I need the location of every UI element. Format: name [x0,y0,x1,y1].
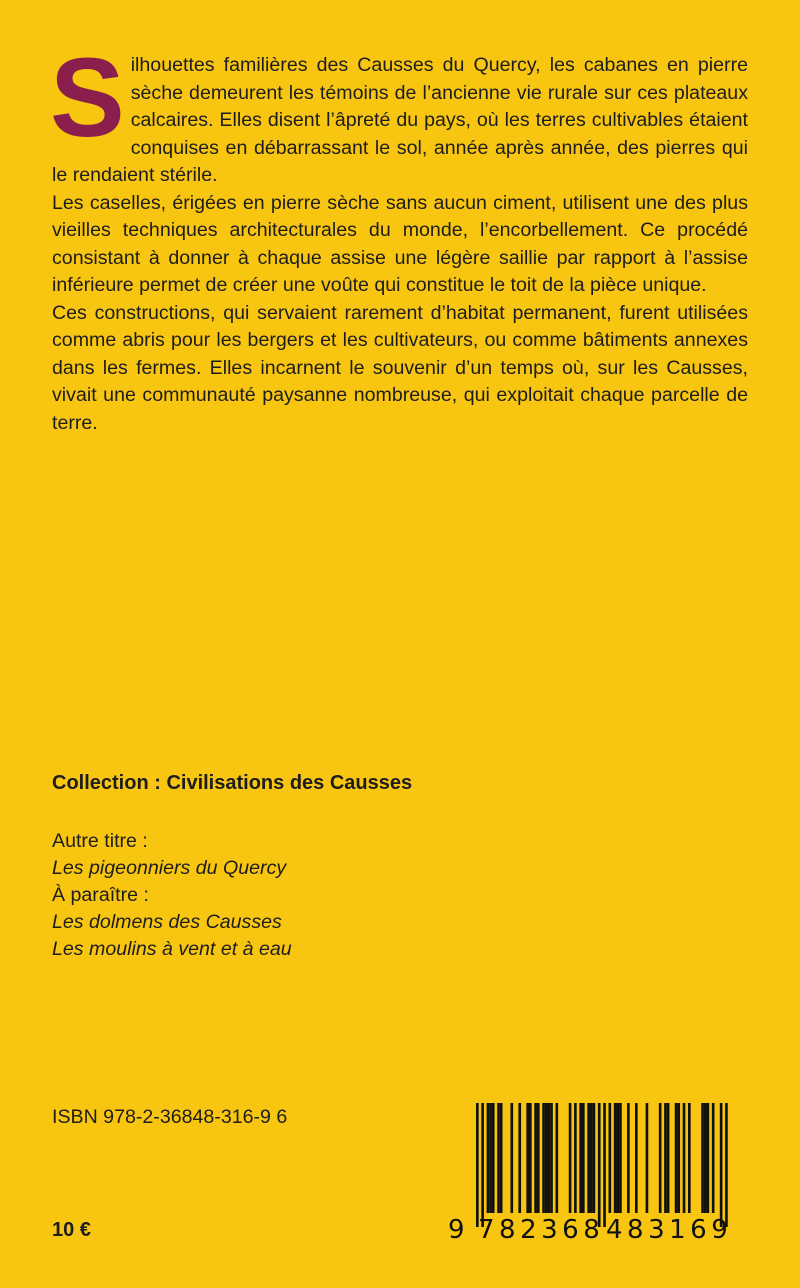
barcode-bar [587,1103,590,1213]
barcode-bar [675,1103,678,1213]
barcode-guard-bar [481,1103,484,1227]
upcoming-title-1: Les dolmens des Causses [52,911,282,933]
other-title-label: Autre titre : [52,830,148,852]
barcode-bar [579,1103,582,1213]
upcoming-title-2: Les moulins à vent et à eau [52,938,292,960]
barcode-bar [614,1103,617,1213]
barcode-left-digits: 782368 [478,1215,605,1245]
paragraph-1 [50,35,748,190]
paragraph-1-text: ilhouettes familières des Causses du Quercy, les cabanes en pierre sèche demeurent les témoins de l’ancienne vie rurale sur ces plateaux calcaires. Elles disent l’âpreté du pays, où les terres cultivables étaient conquises en débarrassant le sol, année après année, des pierres qui le rendaient stérile. [52,54,748,186]
barcode-bar [619,1103,622,1213]
description-text [50,35,748,437]
barcode-guard-bar [725,1103,728,1227]
barcode-bar [534,1103,537,1213]
barcode-bar [664,1103,667,1213]
barcode [448,1103,748,1243]
barcode-bar [635,1103,638,1213]
price: 10 € [52,1219,91,1241]
barcode-guard-bar [603,1103,606,1227]
barcode-bar [510,1103,513,1213]
barcode-first-digit: 9 [448,1215,470,1245]
other-title: Les pigeonniers du Quercy [52,857,287,879]
barcode-right-digits: 483169 [606,1215,733,1245]
barcode-bar [556,1103,559,1213]
barcode-bar [497,1103,500,1213]
barcode-bar [616,1103,619,1213]
barcode-bar [667,1103,670,1213]
barcode-bar [683,1103,686,1213]
barcode-bar [704,1103,707,1213]
barcode-bar [590,1103,593,1213]
barcode-bar [492,1103,495,1213]
barcode-bar [548,1103,551,1213]
related-titles [52,828,292,963]
upcoming-label: À paraître : [52,884,149,906]
barcode-bar [569,1103,572,1213]
barcode-bar [542,1103,545,1213]
paragraph-3: Ces constructions, qui servaient rarement d’habitat permanent, furent utilisées comme abris pour les bergers et les cultivateurs, ou comme bâtiments annexes dans les fermes. Elles incarnent le souvenir d’un temps où, sur les Causses, vivait une communauté paysanne nombreuse, qui exploitait chaque parcelle de terre. [52,301,748,434]
barcode-guard-bar [598,1103,601,1227]
barcode-bar [646,1103,649,1213]
barcode-bar [487,1103,490,1213]
barcode-bar [707,1103,710,1213]
paragraph-2: Les caselles, érigées en pierre sèche sans aucun ciment, utilisent une des plus vieilles techniques architecturales du monde, l’encorbellement. Ce procédé consistant à donner à chaque assise une légère saillie par rapport à l’assise inférieure permet de créer une voûte qui constitue le toit de la pièce unique. [52,191,748,296]
barcode-bar [712,1103,715,1213]
barcode-bar [529,1103,532,1213]
barcode-bar [593,1103,596,1213]
barcode-bar [550,1103,553,1213]
drop-cap-letter: S [50,35,125,160]
barcode-bar [677,1103,680,1213]
collection-title: Collection : Civilisations des Causses [52,772,413,794]
barcode-bar [609,1103,612,1213]
barcode-guard-bar [476,1103,479,1227]
barcode-bar [701,1103,704,1213]
barcode-bar [582,1103,585,1213]
isbn-number: ISBN 978-2-36848-316-9 6 [52,1106,288,1128]
barcode-bar [659,1103,662,1213]
barcode-bar [489,1103,492,1213]
barcode-bar [500,1103,503,1213]
barcode-bar [545,1103,548,1213]
barcode-bar [627,1103,630,1213]
barcode-bar [688,1103,691,1213]
barcode-bar [526,1103,529,1213]
barcode-guard-bar [720,1103,723,1227]
barcode-bar [537,1103,540,1213]
barcode-bar [574,1103,577,1213]
barcode-bar [518,1103,521,1213]
